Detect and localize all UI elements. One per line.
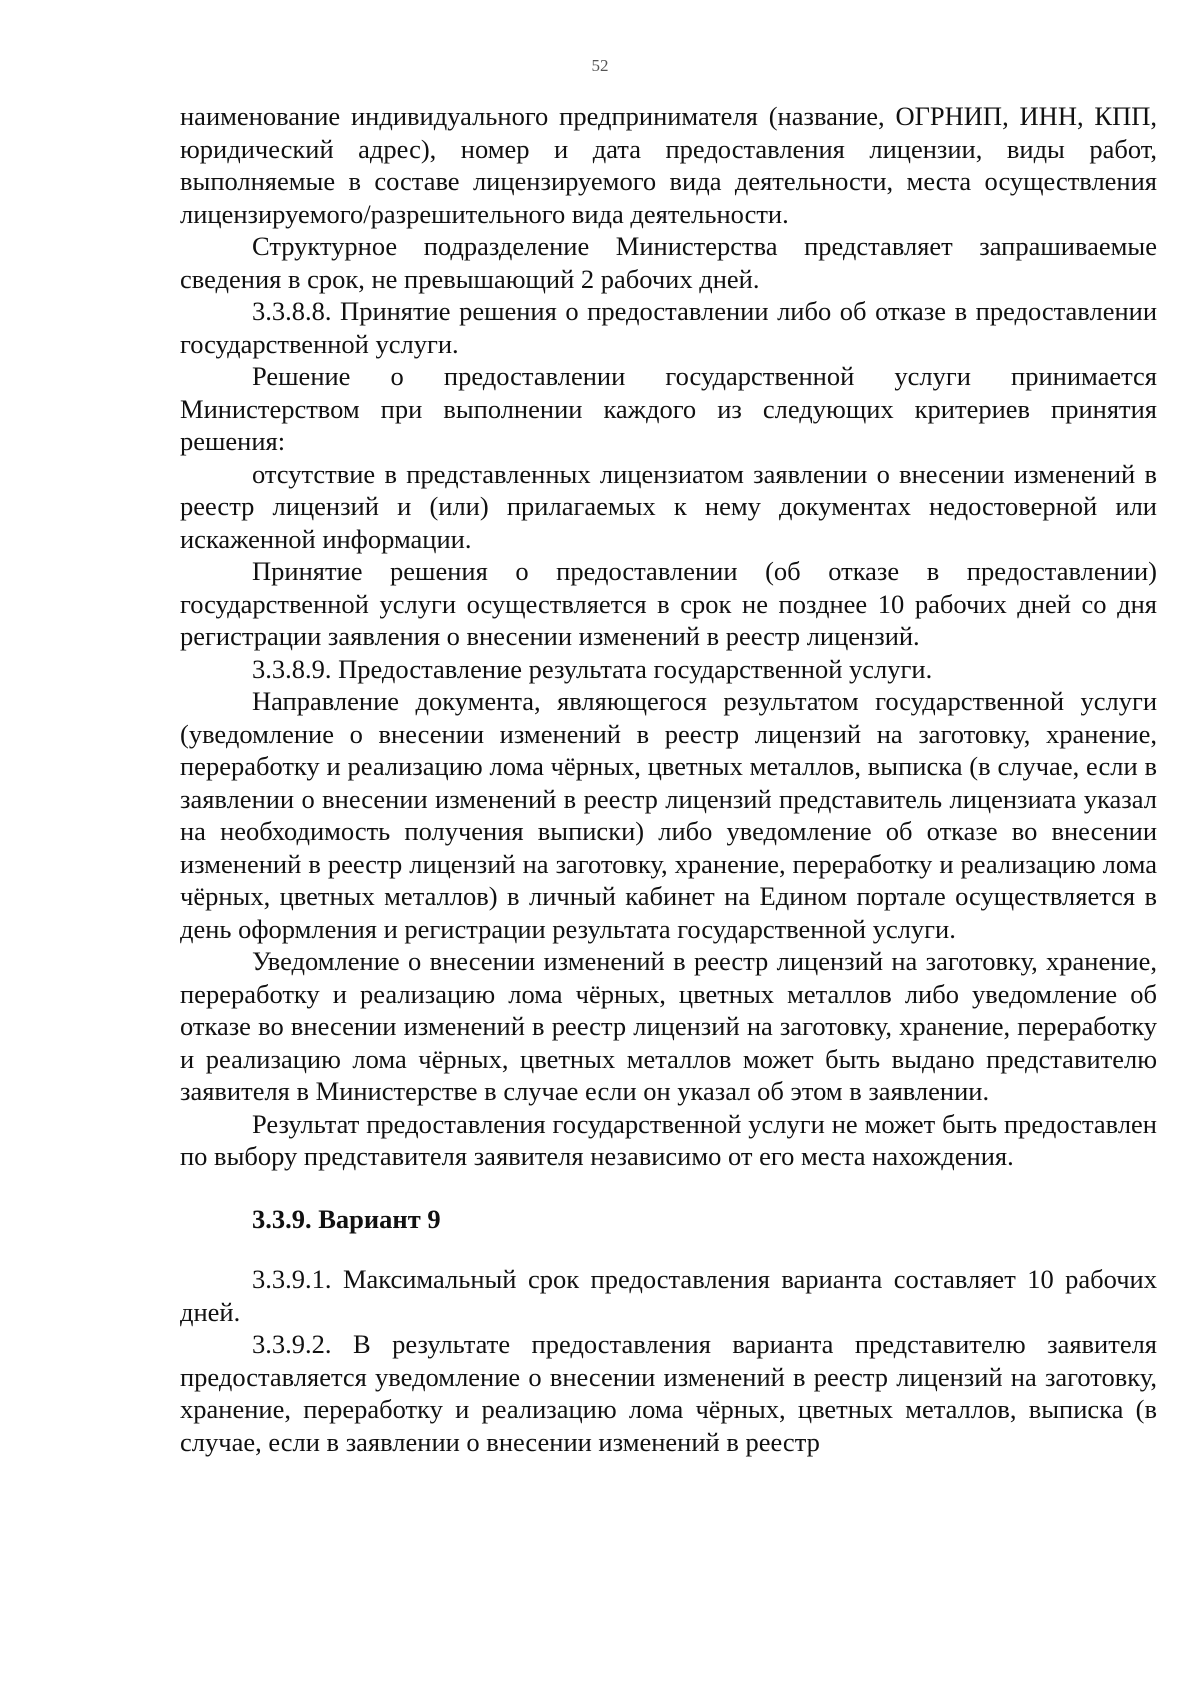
paragraph: Уведомление о внесении изменений в реестр лицензий на заготовку, хранение, переработку и реализацию лома чёрных, цветных металлов либо уведомление об отказе во внесении изменений в реестр лицензий на заготовку, хранение, переработку и реализацию лома чёрных, цветных металлов может быть выдано представителю заявителя в Министерстве в случае если он указал об этом в заявлении. bbox=[180, 946, 1157, 1106]
paragraph: Структурное подразделение Министерства представляет запрашиваемые сведения в срок, не превышающий 2 рабочих дней. bbox=[180, 231, 1157, 294]
paragraph: Направление документа, являющегося результатом государственной услуги (уведомление о внесении изменений в реестр лицензий на заготовку, хранение, переработку и реализацию лома чёрных, цветных металлов, выписка (в случае, если в заявлении о внесении изменений в реестр лицензий представитель лицензиата указал на необходимость получения выписки) либо уведомление об отказе во внесении изменений в реестр лицензий на заготовку, хранение, переработку и реализацию лома чёрных, цветных металлов) в личный кабинет на Едином портале осуществляется в день оформления и регистрации результата государственной услуги. bbox=[180, 686, 1157, 944]
paragraph: Решение о предоставлении государственной услуги принимается Министерством при выполнении каждого из следующих критериев принятия решения: bbox=[180, 361, 1157, 456]
section-heading: 3.3.9. Вариант 9 bbox=[252, 1203, 441, 1234]
paragraph-clause-3-3-8-8: 3.3.8.8. Принятие решения о предоставлении либо об отказе в предоставлении государственной услуги. bbox=[180, 296, 1157, 359]
paragraph-clause-3-3-8-9: 3.3.8.9. Предоставление результата государственной услуги. bbox=[252, 653, 933, 684]
document-body bbox=[180, 100, 1157, 1458]
paragraph-clause-3-3-9-1: 3.3.9.1. Максимальный срок предоставления варианта составляет 10 рабочих дней. bbox=[180, 1264, 1157, 1327]
paragraph: Результат предоставления государственной услуги не может быть предоставлен по выбору представителя заявителя независимо от его места нахождения. bbox=[180, 1108, 1157, 1171]
paragraph-continuation: наименование индивидуального предпринимателя (название, ОГРНИП, ИНН, КПП, юридический адрес), номер и дата предоставления лицензии, виды работ, выполняемые в составе лицензируемого вида деятельности, места осуществления лицензируемого/разрешительного вида деятельности. bbox=[180, 101, 1157, 229]
paragraph: отсутствие в представленных лицензиатом заявлении о внесении изменений в реестр лицензий и (или) прилагаемых к нему документах недостоверной или искаженной информации. bbox=[180, 458, 1157, 554]
page-number: 52 bbox=[591, 56, 609, 75]
paragraph: Принятие решения о предоставлении (об отказе в предоставлении) государственной услуги осуществляется в срок не позднее 10 рабочих дней со дня регистрации заявления о внесении изменений в реестр лицензий. bbox=[180, 556, 1157, 651]
paragraph-clause-3-3-9-2: 3.3.9.2. В результате предоставления варианта представителю заявителя предоставляется уведомление о внесении изменений в реестр лицензий на заготовку, хранение, переработку и реализацию лома чёрных, цветных металлов, выписка (в случае, если в заявлении о внесении изменений в реестр bbox=[180, 1329, 1157, 1457]
